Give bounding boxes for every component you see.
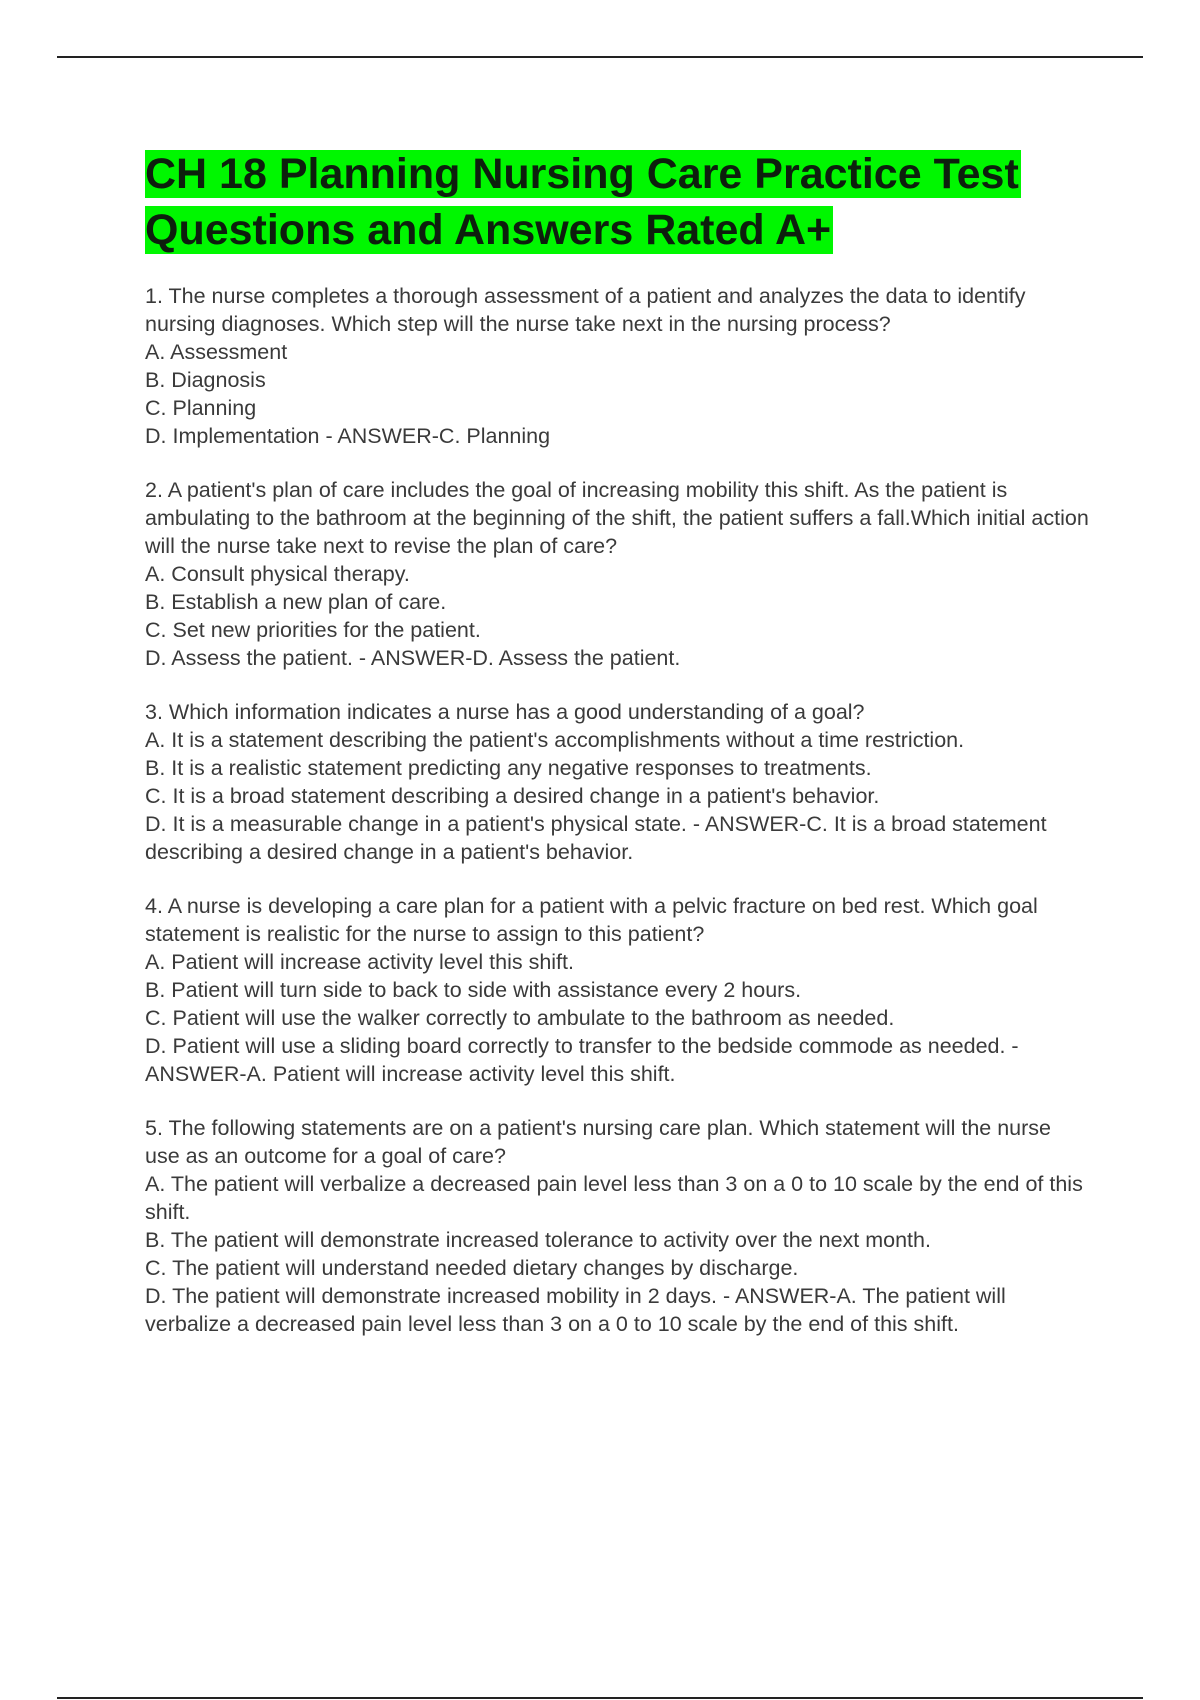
- answer-option-with-key: D. Assess the patient. - ANSWER-D. Assess the patient.: [145, 646, 681, 670]
- document-title: [145, 146, 1090, 258]
- question-stem: 5. The following statements are on a patient's nursing care plan. Which statement will the nurse use as an outcome for a goal of care?: [145, 1116, 1051, 1168]
- answer-option: A. Consult physical therapy.: [145, 562, 410, 586]
- answer-option: B. The patient will demonstrate increased tolerance to activity over the next month.: [145, 1228, 931, 1252]
- answer-option: C. Planning: [145, 396, 257, 420]
- question-stem: 3. Which information indicates a nurse has a good understanding of a goal?: [145, 700, 865, 724]
- answer-option: B. Establish a new plan of care.: [145, 590, 447, 614]
- answer-option: C. The patient will understand needed dietary changes by discharge.: [145, 1256, 799, 1280]
- document-body: [145, 146, 1090, 1364]
- bottom-rule: [57, 1697, 1143, 1699]
- answer-option: B. It is a realistic statement predicting any negative responses to treatments.: [145, 756, 872, 780]
- question-stem: 4. A nurse is developing a care plan for a patient with a pelvic fracture on bed rest. Which goal statement is realistic for the nurse to assign to this patient?: [145, 894, 1038, 946]
- answer-option: B. Patient will turn side to back to side with assistance every 2 hours.: [145, 978, 802, 1002]
- answer-option-with-key: D. Implementation - ANSWER-C. Planning: [145, 424, 551, 448]
- answer-option-with-key: D. It is a measurable change in a patient's physical state. - ANSWER-C. It is a broad statement describing a desired change in a patient's behavior.: [145, 812, 1047, 864]
- answer-option: C. It is a broad statement describing a desired change in a patient's behavior.: [145, 784, 880, 808]
- document-title-text: CH 18 Planning Nursing Care Practice Test Questions and Answers Rated A+: [145, 150, 1019, 254]
- answer-option: A. It is a statement describing the patient's accomplishments without a time restriction.: [145, 728, 965, 752]
- answer-option: C. Patient will use the walker correctly to ambulate to the bathroom as needed.: [145, 1006, 895, 1030]
- answer-option-with-key: D. Patient will use a sliding board correctly to transfer to the bedside commode as needed. - ANSWER-A. Patient will increase activity level this shift.: [145, 1034, 1019, 1086]
- answer-option: C. Set new priorities for the patient.: [145, 618, 481, 642]
- question-list: [145, 282, 1090, 1338]
- answer-option: B. Diagnosis: [145, 368, 266, 392]
- question-stem: 1. The nurse completes a thorough assessment of a patient and analyzes the data to identify nursing diagnoses. Which step will the nurse take next in the nursing process?: [145, 284, 1026, 336]
- answer-option: A. Patient will increase activity level this shift.: [145, 950, 574, 974]
- question-5: [145, 1114, 1090, 1338]
- question-1: [145, 282, 1090, 450]
- question-4: [145, 892, 1090, 1088]
- question-3: [145, 698, 1090, 866]
- answer-option: A. Assessment: [145, 340, 288, 364]
- answer-option-with-key: D. The patient will demonstrate increased mobility in 2 days. - ANSWER-A. The patient will verbalize a decreased pain level less than 3 on a 0 to 10 scale by the end of this shift.: [145, 1284, 1006, 1336]
- top-rule: [57, 56, 1143, 58]
- answer-option: A. The patient will verbalize a decreased pain level less than 3 on a 0 to 10 scale by the end of this shift.: [145, 1172, 1083, 1224]
- question-stem: 2. A patient's plan of care includes the goal of increasing mobility this shift. As the patient is ambulating to the bathroom at the beginning of the shift, the patient suffers a fall.Which initial action will the nurse take next to revise the plan of care?: [145, 478, 1089, 558]
- question-2: [145, 476, 1090, 672]
